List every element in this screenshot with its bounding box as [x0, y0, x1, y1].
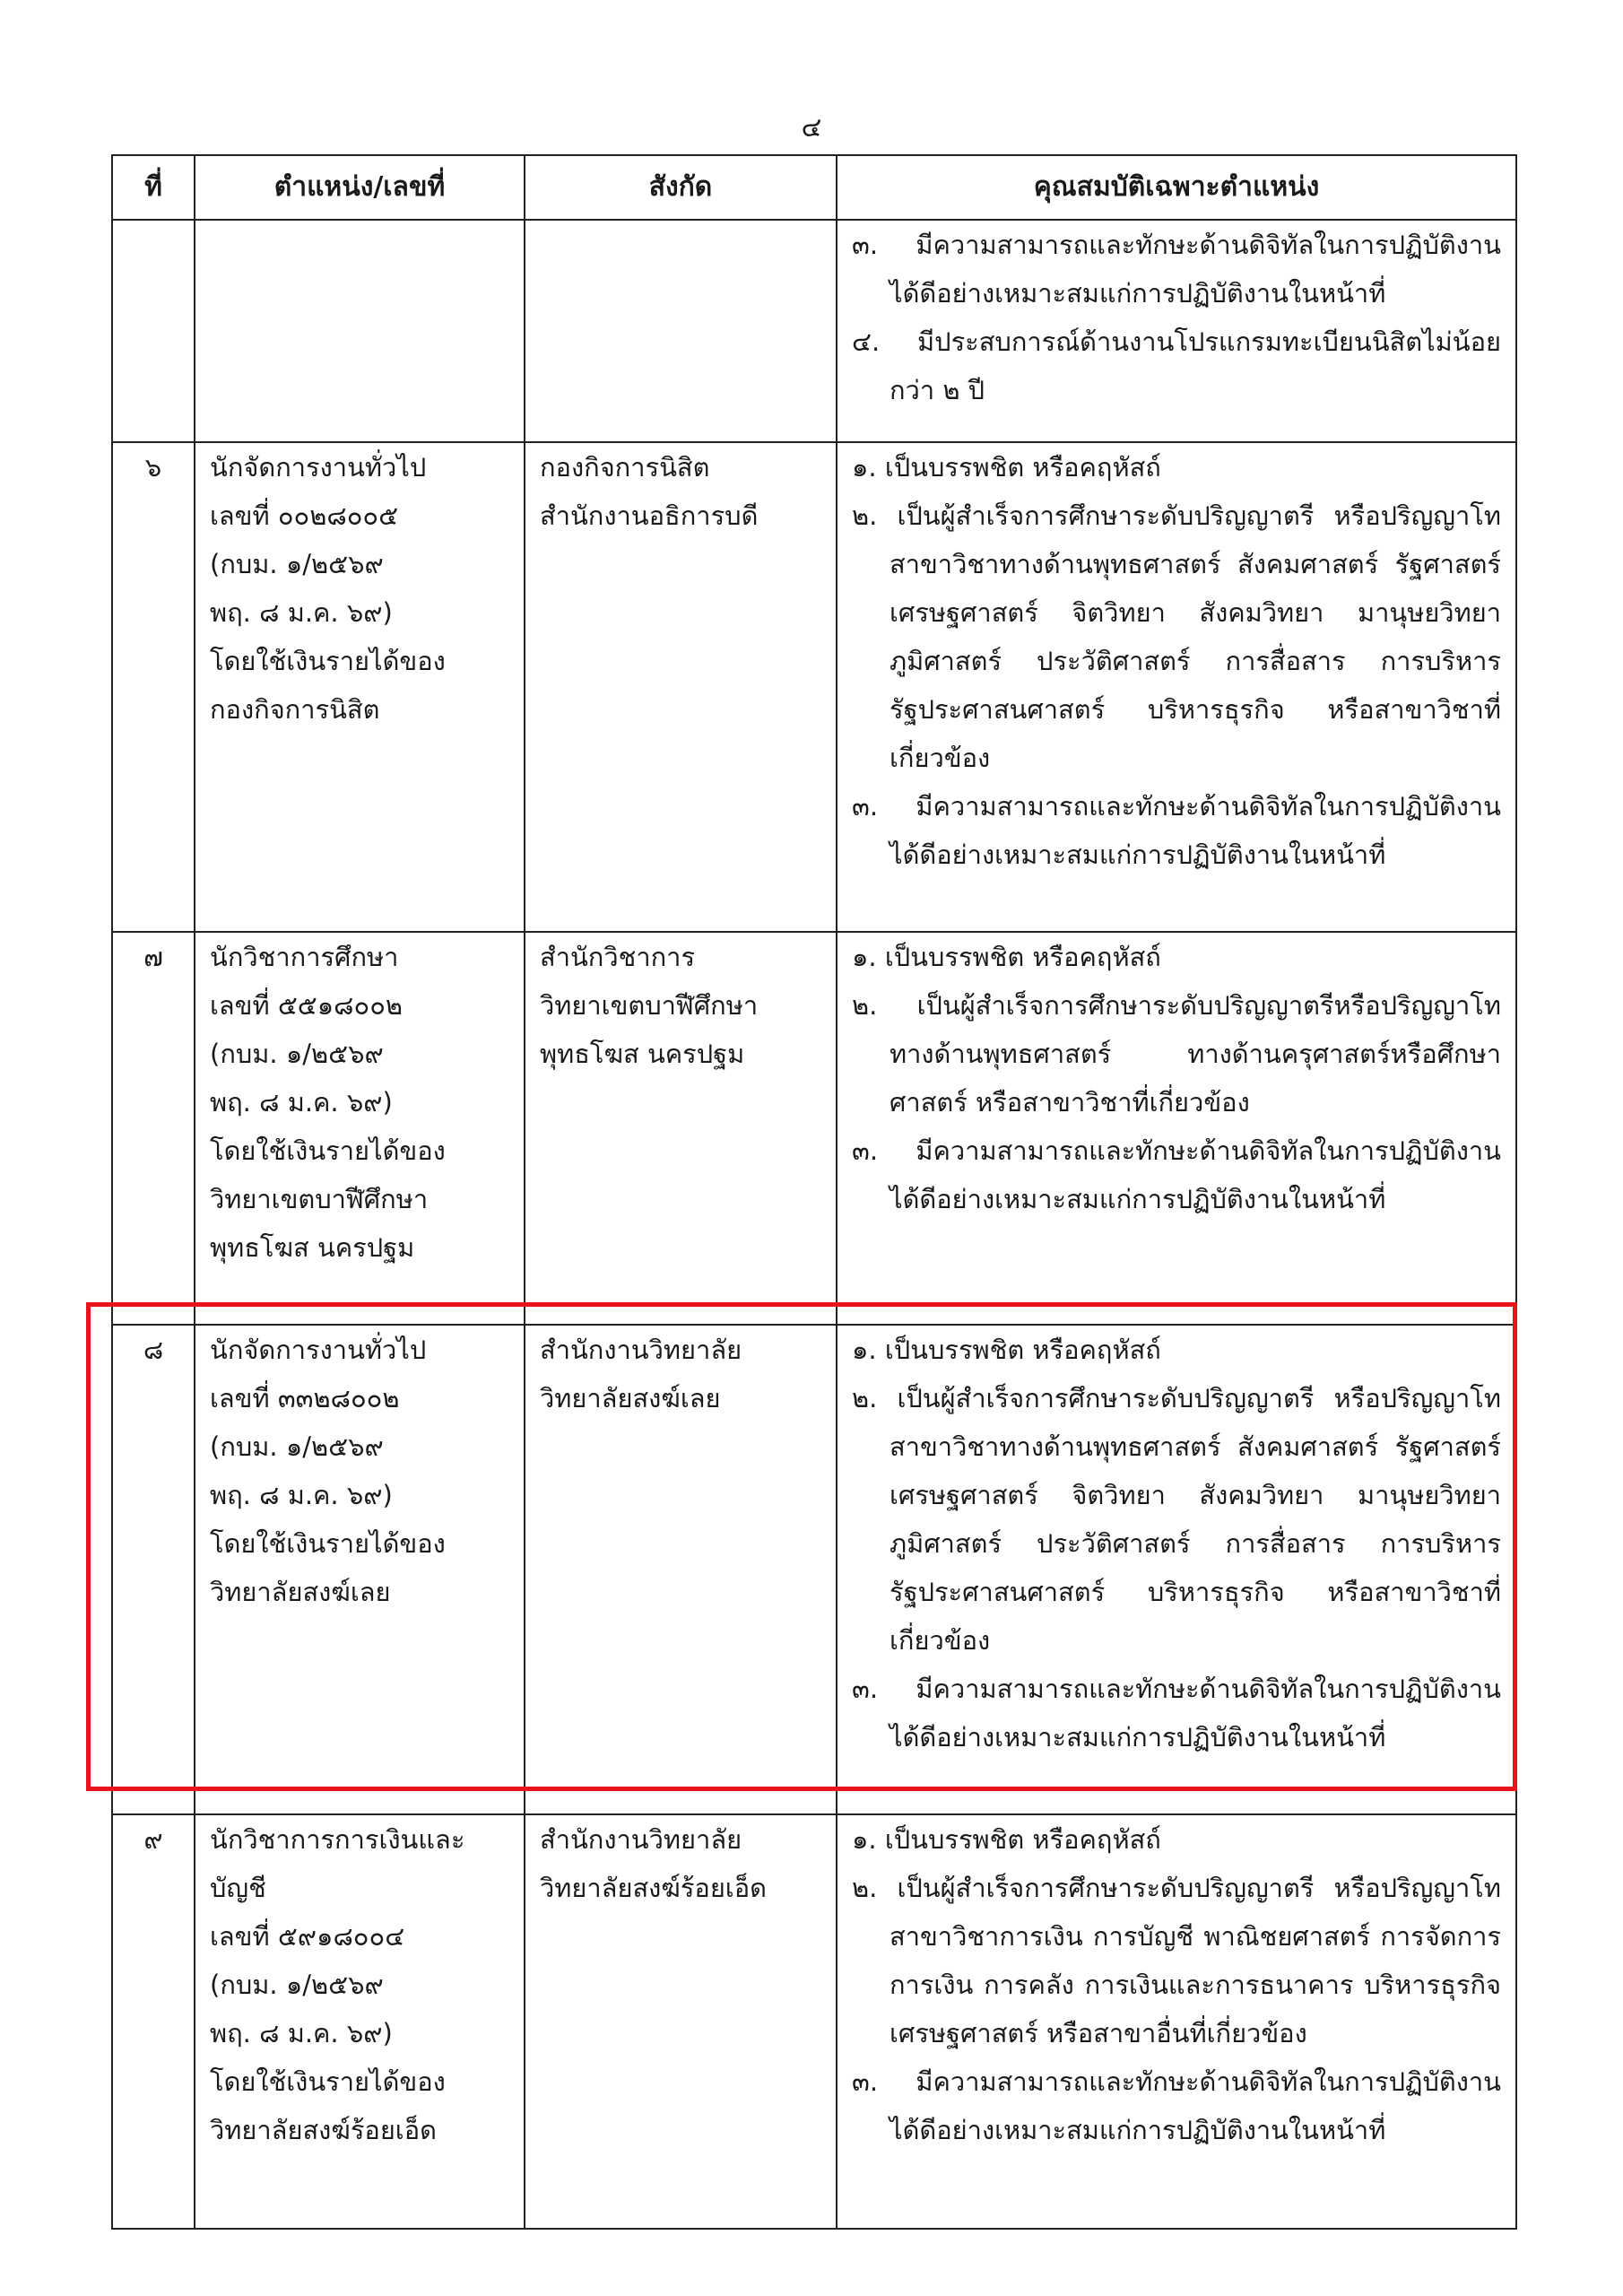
table-row: [112, 442, 1516, 932]
qualification-item: ๒. เป็นผู้สำเร็จการศึกษาระดับปริญญาตรี หรือปริญญาโท สาขาวิชาการเงิน การบัญชี พาณิชยศาสตร์ การจัดการการเงิน การคลัง การเงินและการธนาคาร บริหารธุรกิจ เศรษฐศาสตร์ หรือสาขาอื่นที่เกี่ยวข้อง: [852, 1873, 1501, 2048]
position-line: พุทธโฆส นครปฐม: [210, 1232, 415, 1263]
position-line: วิทยาลัยสงฆ์เลย: [210, 1577, 391, 1607]
affiliation-cell: [525, 1325, 837, 1814]
position-line: เลขที่ ๓๓๒๘๐๐๒: [210, 1383, 400, 1413]
qualifications-cell: [837, 220, 1516, 442]
affiliation-cell: [525, 442, 837, 932]
affiliation-line: สำนักงานวิทยาลัย: [540, 1335, 742, 1365]
qualification-item: ๓. มีความสามารถและทักษะด้านดิจิทัลในการปฏิบัติงานได้ดีอย่างเหมาะสมแก่การปฏิบัติงานในหน้าที่: [852, 1674, 1501, 1752]
table-body: [112, 220, 1516, 2229]
affiliation-cell: [525, 1814, 837, 2229]
position-cell: [195, 1325, 525, 1814]
affiliation-line: กองกิจการนิสิต: [540, 452, 710, 483]
qualification-item: ๔. มีประสบการณ์ด้านงานโปรแกรมทะเบียนนิสิตไม่น้อยกว่า ๒ ปี: [852, 326, 1501, 405]
qualifications-cell: [837, 1325, 1516, 1814]
position-cell: [195, 442, 525, 932]
position-line: โดยใช้เงินรายได้ของ: [210, 1528, 446, 1559]
row-number: ๗: [112, 932, 195, 1325]
position-line: (กบม. ๑/๒๕๖๙: [210, 1039, 384, 1069]
qualification-item: ๓. มีความสามารถและทักษะด้านดิจิทัลในการปฏิบัติงานได้ดีอย่างเหมาะสมแก่การปฏิบัติงานในหน้าที่: [852, 2066, 1501, 2145]
qualification-item: ๑. เป็นบรรพชิต หรือคฤหัสถ์: [852, 1335, 1161, 1365]
position-line: เลขที่ ๐๐๒๘๐๐๕: [210, 500, 399, 531]
qualification-item: ๓. มีความสามารถและทักษะด้านดิจิทัลในการปฏิบัติงานได้ดีอย่างเหมาะสมแก่การปฏิบัติงานในหน้าที่: [852, 1135, 1501, 1214]
position-line: โดยใช้เงินรายได้ของ: [210, 1135, 446, 1166]
qualifications-cell: [837, 442, 1516, 932]
table-row: [112, 932, 1516, 1325]
qualifications-cell: [837, 1814, 1516, 2229]
position-line: (กบม. ๑/๒๕๖๙: [210, 549, 384, 579]
table-row: [112, 1325, 1516, 1814]
affiliation-cell: [525, 220, 837, 442]
qualifications-cell: [837, 932, 1516, 1325]
position-line: วิทยาลัยสงฆ์ร้อยเอ็ด: [210, 2115, 437, 2145]
position-line: นักจัดการงานทั่วไป: [210, 1335, 427, 1365]
affiliation-line: วิทยาเขตบาฬีศึกษา: [540, 990, 759, 1021]
position-cell: [195, 932, 525, 1325]
affiliation-line: พุทธโฆส นครปฐม: [540, 1039, 745, 1069]
qualification-item: ๑. เป็นบรรพชิต หรือคฤหัสถ์: [852, 1824, 1161, 1855]
position-line: นักวิชาการศึกษา: [210, 942, 399, 972]
page-number: ๔: [801, 112, 822, 144]
row-number: [112, 220, 195, 442]
affiliation-line: สำนักงานอธิการบดี: [540, 500, 759, 531]
position-line: กองกิจการนิสิต: [210, 694, 380, 725]
position-line: พฤ. ๘ ม.ค. ๖๙): [210, 2018, 393, 2048]
header-qualifications: คุณสมบัติเฉพาะตำแหน่ง: [837, 155, 1516, 220]
position-line: นักจัดการงานทั่วไป: [210, 452, 427, 483]
position-cell: [195, 220, 525, 442]
affiliation-line: วิทยาลัยสงฆ์ร้อยเอ็ด: [540, 1873, 767, 1903]
position-line: พฤ. ๘ ม.ค. ๖๙): [210, 597, 393, 628]
table-row: [112, 220, 1516, 442]
qualification-item: ๒. เป็นผู้สำเร็จการศึกษาระดับปริญญาตรีหรือปริญญาโท ทางด้านพุทธศาสตร์ ทางด้านครุศาสตร์หรือศึกษาศาสตร์ หรือสาขาวิชาที่เกี่ยวข้อง: [852, 990, 1501, 1118]
header-position: ตำแหน่ง/เลขที่: [195, 155, 525, 220]
affiliation-cell: [525, 932, 837, 1325]
position-line: วิทยาเขตบาฬีศึกษา: [210, 1184, 429, 1214]
table-header-row: [112, 155, 1516, 220]
position-line: เลขที่ ๕๙๑๘๐๐๔: [210, 1921, 405, 1952]
row-number: ๘: [112, 1325, 195, 1814]
position-line: (กบม. ๑/๒๕๖๙: [210, 1970, 384, 2000]
header-no: ที่: [112, 155, 195, 220]
affiliation-line: สำนักวิชาการ: [540, 942, 696, 972]
row-number: ๖: [112, 442, 195, 932]
position-line: เลขที่ ๕๕๑๘๐๐๒: [210, 990, 404, 1021]
position-line: นักวิชาการการเงินและ: [210, 1824, 465, 1855]
qualification-item: ๑. เป็นบรรพชิต หรือคฤหัสถ์: [852, 452, 1161, 483]
qualification-item: ๓. มีความสามารถและทักษะด้านดิจิทัลในการปฏิบัติงานได้ดีอย่างเหมาะสมแก่การปฏิบัติงานในหน้าที่: [852, 230, 1501, 309]
row-number: ๙: [112, 1814, 195, 2229]
position-line: (กบม. ๑/๒๕๖๙: [210, 1431, 384, 1462]
position-table: [111, 154, 1517, 2230]
qualification-item: ๑. เป็นบรรพชิต หรือคฤหัสถ์: [852, 942, 1161, 972]
affiliation-line: วิทยาลัยสงฆ์เลย: [540, 1383, 721, 1413]
table-row: [112, 1814, 1516, 2229]
position-line: โดยใช้เงินรายได้ของ: [210, 646, 446, 676]
position-line: บัญชี: [210, 1873, 266, 1903]
qualification-item: ๒. เป็นผู้สำเร็จการศึกษาระดับปริญญาตรี หรือปริญญาโท สาขาวิชาทางด้านพุทธศาสตร์ สังคมศาสตร์ รัฐศาสตร์ เศรษฐศาสตร์ จิตวิทยา สังคมวิทยา มานุษยวิทยา ภูมิศาสตร์ ประวัติศาสตร์ การสื่อสาร การบริหาร รัฐประศาสนศาสตร์ บริหารธุรกิจ หรือสาขาวิชาที่เกี่ยวข้อง: [852, 500, 1501, 773]
position-line: พฤ. ๘ ม.ค. ๖๙): [210, 1087, 393, 1118]
affiliation-line: สำนักงานวิทยาลัย: [540, 1824, 742, 1855]
position-cell: [195, 1814, 525, 2229]
qualification-item: ๒. เป็นผู้สำเร็จการศึกษาระดับปริญญาตรี หรือปริญญาโท สาขาวิชาทางด้านพุทธศาสตร์ สังคมศาสตร์ รัฐศาสตร์ เศรษฐศาสตร์ จิตวิทยา สังคมวิทยา มานุษยวิทยา ภูมิศาสตร์ ประวัติศาสตร์ การสื่อสาร การบริหาร รัฐประศาสนศาสตร์ บริหารธุรกิจ หรือสาขาวิชาที่เกี่ยวข้อง: [852, 1383, 1501, 1656]
qualification-item: ๓. มีความสามารถและทักษะด้านดิจิทัลในการปฏิบัติงานได้ดีอย่างเหมาะสมแก่การปฏิบัติงานในหน้าที่: [852, 791, 1501, 870]
position-line: โดยใช้เงินรายได้ของ: [210, 2066, 446, 2097]
position-line: พฤ. ๘ ม.ค. ๖๙): [210, 1480, 393, 1510]
header-affiliation: สังกัด: [525, 155, 837, 220]
